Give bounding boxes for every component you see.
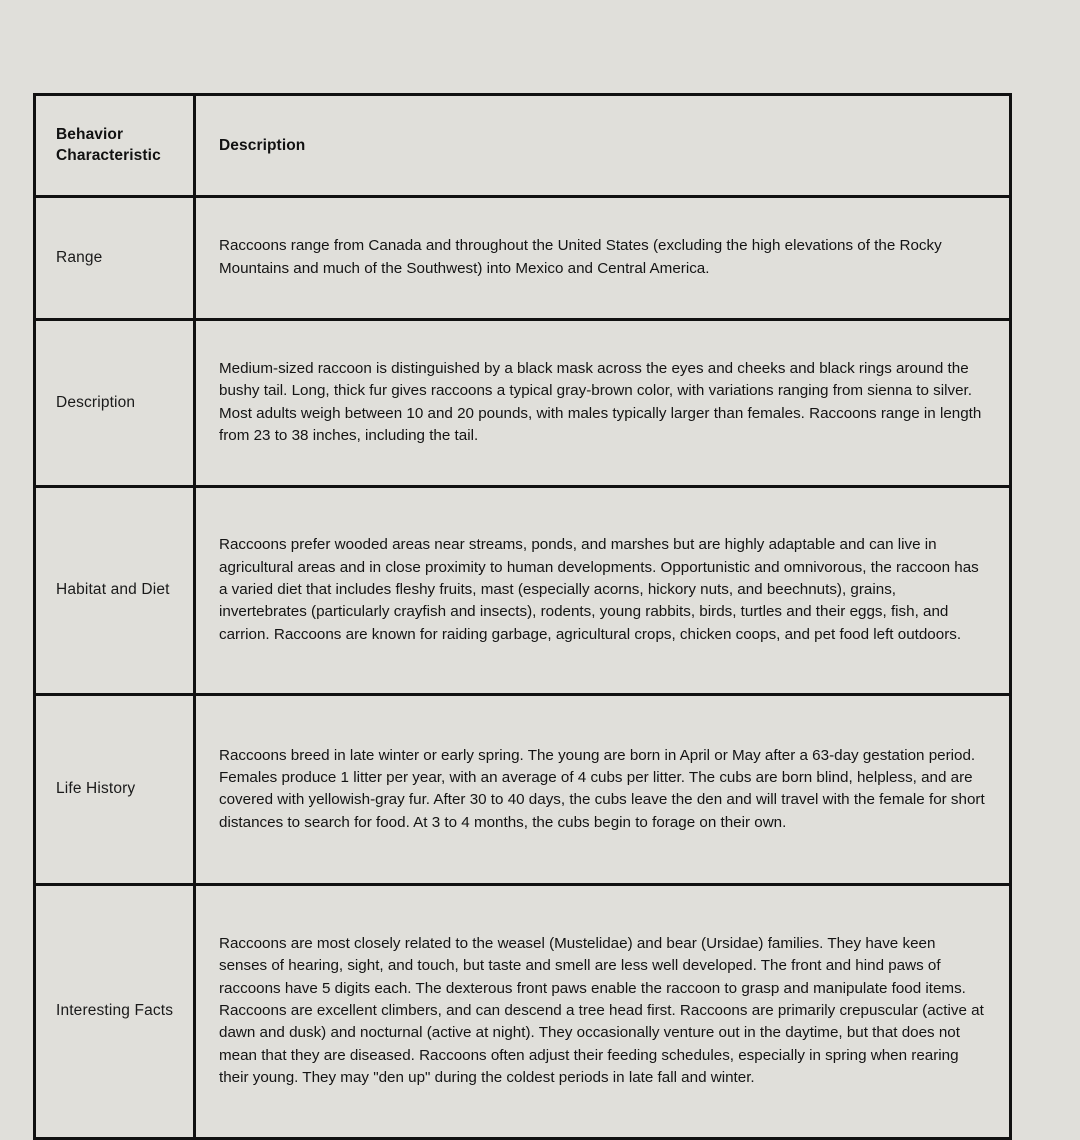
column-header-description: Description [195,95,1011,197]
table-row [35,319,1011,486]
row-description-description: Medium-sized raccoon is distinguished by a black mask across the eyes and cheeks and black rings around the bushy tail. Long, thick fur gives raccoons a typical gray-brown color, with variations ranging from sienna to silver. Most adults weigh between 10 and 20 pounds, with males typically larger than females. Raccoons range in length from 23 to 38 inches, including the tail. [195,319,1011,486]
row-description-habitat-and-diet: Raccoons prefer wooded areas near streams, ponds, and marshes but are highly adaptable and can live in agricultural areas and in close proximity to human developments. Opportunistic and omnivorous, the raccoon has a varied diet that includes fleshy fruits, mast (especially acorns, hickory nuts, and beechnuts), grains, invertebrates (particularly crayfish and insects), rodents, young rabbits, birds, turtles and their eggs, fish, and carrion. Raccoons are known for raiding garbage, agricultural crops, chicken coops, and pet food left outdoors. [195,486,1011,694]
table-container [33,93,1009,1140]
table-row [35,884,1011,1138]
table-row [35,196,1011,319]
row-label-interesting-facts: Interesting Facts [35,884,195,1138]
table-body [35,196,1011,1138]
row-label-range: Range [35,196,195,319]
table-header [35,95,1011,197]
row-label-description: Description [35,319,195,486]
row-label-habitat-and-diet: Habitat and Diet [35,486,195,694]
row-description-range: Raccoons range from Canada and throughout the United States (excluding the high elevations of the Rocky Mountains and much of the Southwest) into Mexico and Central America. [195,196,1011,319]
column-header-behavior-characteristic-line1: Behavior [56,126,124,143]
row-label-life-history: Life History [35,694,195,884]
table-row [35,486,1011,694]
table-row [35,694,1011,884]
table-header-row [35,95,1011,197]
column-header-behavior-characteristic-line2: Characteristic [56,147,161,165]
row-description-life-history: Raccoons breed in late winter or early spring. The young are born in April or May after a 63-day gestation period. Females produce 1 litter per year, with an average of 4 cubs per litter. The cubs are born blind, helpless, and are covered with yellowish-gray fur. After 30 to 40 days, the cubs leave the den and will travel with the female for short distances to search for food. At 3 to 4 months, the cubs begin to forage on their own. [195,694,1011,884]
raccoon-behavior-table [33,93,1012,1140]
row-description-interesting-facts: Raccoons are most closely related to the weasel (Mustelidae) and bear (Ursidae) families. They have keen senses of hearing, sight, and touch, but taste and smell are less well developed. The front and hind paws of raccoons have 5 digits each. The dexterous front paws enable the raccoon to grasp and manipulate food items. Raccoons are excellent climbers, and can descend a tree head first. Raccoons are primarily crepuscular (active at dawn and dusk) and nocturnal (active at night). They occasionally venture out in the daytime, but that does not mean that they are diseased. Raccoons often adjust their feeding schedules, especially in spring when rearing their young. They may "den up" during the coldest periods in late fall and winter. [195,884,1011,1138]
column-header-behavior-characteristic [35,95,195,197]
